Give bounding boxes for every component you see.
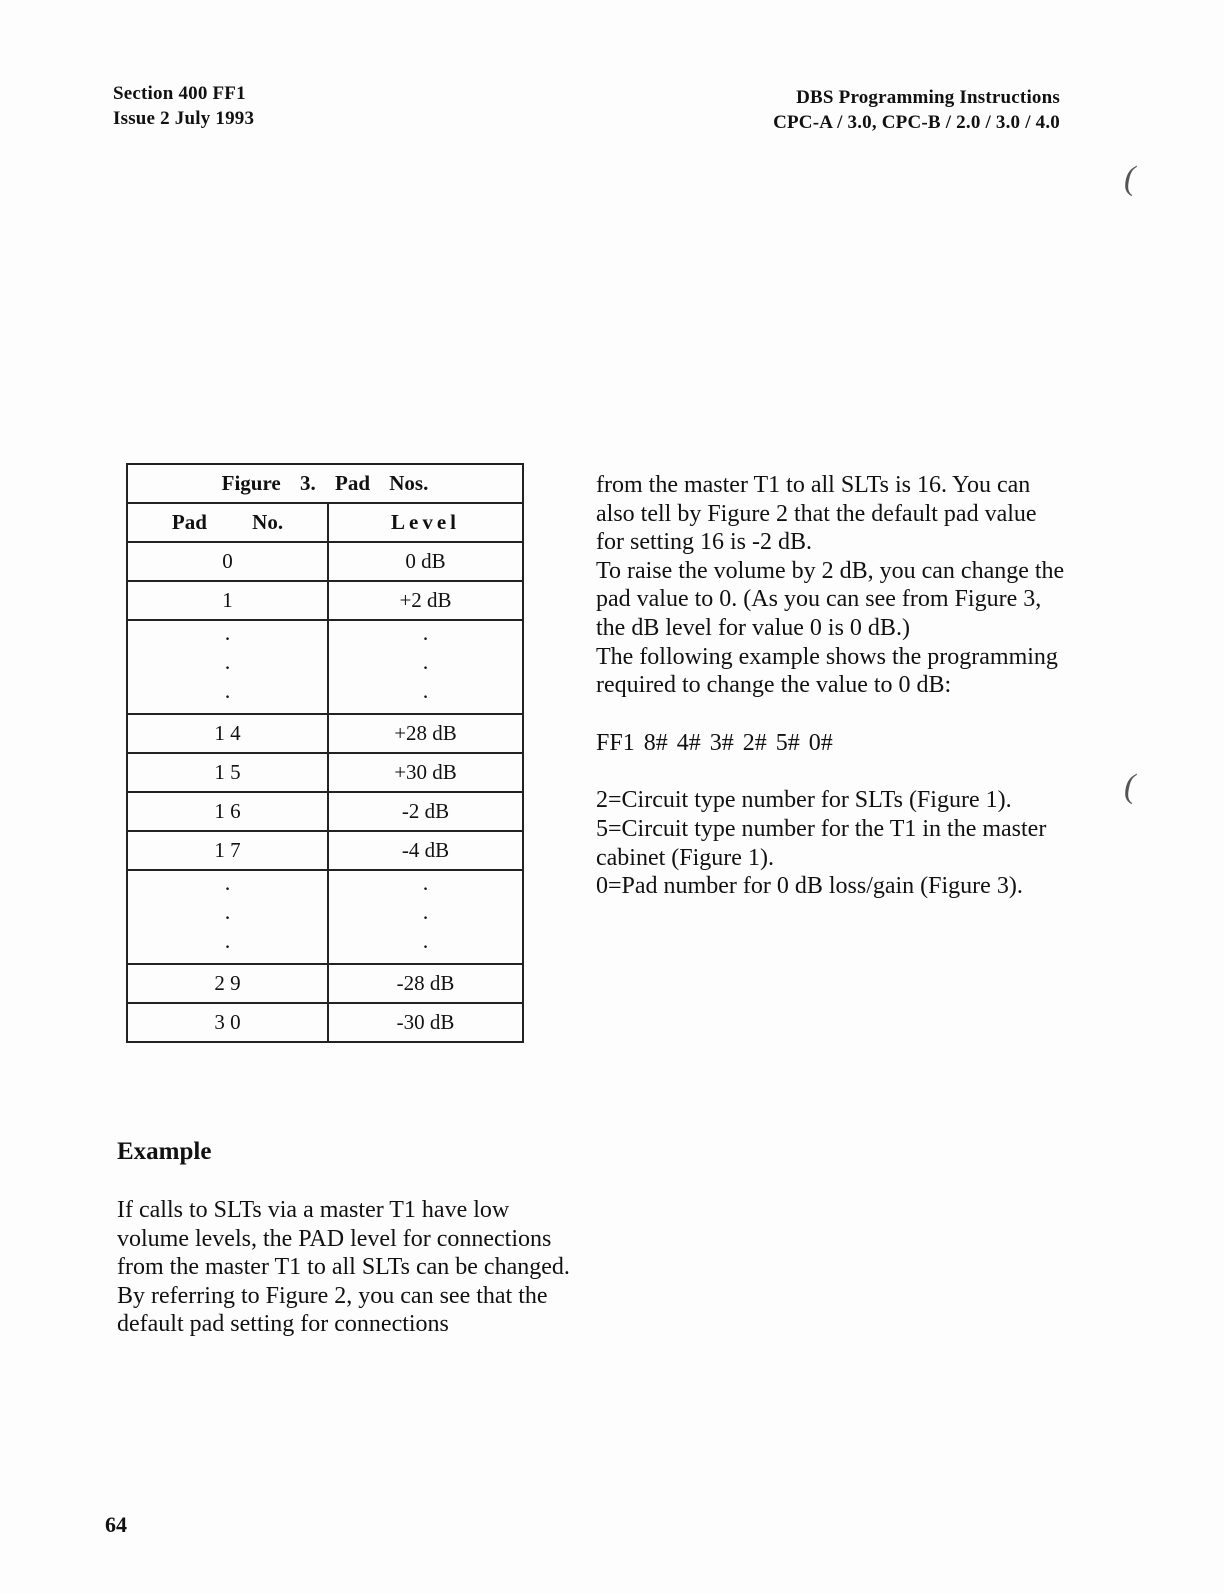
column-header-pad: Pad No. <box>127 503 328 542</box>
level-cell: +2 dB <box>328 581 523 620</box>
table-row <box>127 714 523 753</box>
paragraph: To raise the volume by 2 dB, you can change the pad value to 0. (As you can see from Figure 3, the dB level for value 0 is 0 dB.) <box>596 557 1065 641</box>
level-cell-ellipsis: · · · <box>328 870 523 964</box>
note-line: 0=Pad number for 0 dB loss/gain (Figure 3). <box>596 873 1023 900</box>
pad-cell: 1 7 <box>127 831 328 870</box>
table-row <box>127 753 523 792</box>
table-row-ellipsis <box>127 620 523 714</box>
paragraph: The following example shows the programming required to change the value to 0 dB: <box>596 643 1058 699</box>
table-row <box>127 1003 523 1042</box>
page-number: 64 <box>105 1512 127 1537</box>
example-text <box>117 1196 587 1339</box>
right-column-text <box>596 471 1066 901</box>
section-label: Section 400 FF1 <box>113 83 246 104</box>
level-cell: -2 dB <box>328 792 523 831</box>
pad-cell: 0 <box>127 542 328 581</box>
table-title: Figure 3. Pad Nos. <box>127 464 523 503</box>
level-cell: 0 dB <box>328 542 523 581</box>
example-heading: Example <box>117 1138 212 1165</box>
level-cell: +28 dB <box>328 714 523 753</box>
margin-paren-mark: ( <box>1124 160 1136 197</box>
table-row <box>127 581 523 620</box>
issue-label: Issue 2 July 1993 <box>113 108 255 129</box>
margin-paren-mark: ( <box>1124 768 1136 805</box>
paragraph: If calls to SLTs via a master T1 have low volume levels, the PAD level for connections from the master T1 to all SLTs can be changed. <box>117 1197 570 1281</box>
pad-cell: 1 <box>127 581 328 620</box>
doc-versions: CPC-A / 3.0, CPC-B / 2.0 / 3.0 / 4.0 <box>773 112 1060 133</box>
paragraph: By referring to Figure 2, you can see that the default pad setting for connections <box>117 1282 548 1338</box>
paragraph: from the master T1 to all SLTs is 16. You can also tell by Figure 2 that the default pad value for setting 16 is -2 dB. <box>596 472 1037 556</box>
level-cell: -4 dB <box>328 831 523 870</box>
pad-cell: 1 5 <box>127 753 328 792</box>
pad-cell: 1 6 <box>127 792 328 831</box>
note-line: 2=Circuit type number for SLTs (Figure 1). <box>596 787 1012 814</box>
pad-numbers-table <box>126 463 524 1043</box>
pad-cell-ellipsis: · · · <box>127 620 328 714</box>
note-line: 5=Circuit type number for the T1 in the master cabinet (Figure 1). <box>596 815 1047 871</box>
table-row <box>127 964 523 1003</box>
level-cell: -28 dB <box>328 964 523 1003</box>
doc-title: DBS Programming Instructions <box>796 87 1060 108</box>
pad-cell: 1 4 <box>127 714 328 753</box>
header-left <box>113 81 254 131</box>
column-header-level: Level <box>328 503 523 542</box>
pad-cell-ellipsis: · · · <box>127 870 328 964</box>
table-row <box>127 831 523 870</box>
table-row <box>127 542 523 581</box>
table-row <box>127 792 523 831</box>
level-cell-ellipsis: · · · <box>328 620 523 714</box>
level-cell: +30 dB <box>328 753 523 792</box>
table-row-ellipsis <box>127 870 523 964</box>
level-cell: -30 dB <box>328 1003 523 1042</box>
header-right <box>773 85 1060 135</box>
pad-cell: 3 0 <box>127 1003 328 1042</box>
command-sequence: FF1 8# 4# 3# 2# 5# 0# <box>596 729 833 756</box>
pad-cell: 2 9 <box>127 964 328 1003</box>
